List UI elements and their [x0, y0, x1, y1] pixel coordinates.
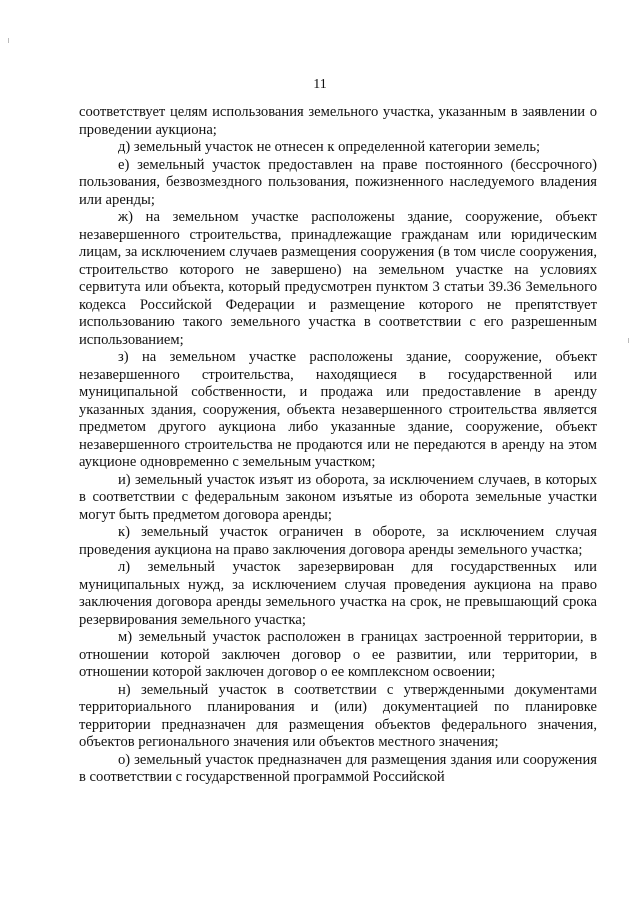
scan-margin-mark [628, 338, 629, 343]
paragraph-continuation: соответствует целям использования земельного участка, указанным в заявлении о проведении аукциона; [79, 104, 597, 138]
paragraph-item-i: и) земельный участок изъят из оборота, за исключением случаев, в которых в соответствии с федеральным законом изъятые из оборота земельные участки могут быть предметом договора аренды; [79, 471, 597, 523]
paragraph-item-zh: ж) на земельном участке расположены здание, сооружение, объект незавершенного строительства, принадлежащие гражданам или юридическим лицам, за исключением случаев размещения сооружения (в том числе сооружения, строительство которого не завершено) на земельном участке на условиях сервитута или объекта, который предусмотрен пунктом 3 статьи 39.36 Земельного кодекса Российской Федерации и размещение которого не препятствует использованию такого земельного участка в соответствии с его разрешенным использованием; [79, 209, 597, 348]
paragraph-item-z: з) на земельном участке расположены здание, сооружение, объект незавершенного строительства, находящиеся в государственной или муниципальной собственности, и продажа или предоставление в аренду указанных здания, сооружения, объекта незавершенного строительства является предметом другого аукциона либо указанные здание, сооружение, объект незавершенного строительства не продаются или не передаются в аренду на этом аукционе одновременно с земельным участком; [79, 349, 597, 470]
scan-margin-mark [8, 38, 9, 43]
document-text [79, 104, 597, 787]
paragraph-item-d: д) земельный участок не отнесен к определенной категории земель; [118, 139, 541, 155]
paragraph-item-o: о) земельный участок предназначен для размещения здания или сооружения в соответствии с государственной программой Российской [79, 751, 597, 785]
paragraph-item-n: н) земельный участок в соответствии с утвержденными документами территориального планирования и (или) документацией по планировке территории предназначен для размещения объектов федерального значения, объектов регионального значения или объектов местного значения; [79, 681, 597, 750]
paragraph-item-e: е) земельный участок предоставлен на праве постоянного (бессрочного) пользования, безвозмездного пользования, пожизненного наследуемого владения или аренды; [79, 156, 597, 208]
paragraph-item-l: л) земельный участок зарезервирован для государственных или муниципальных нужд, за исключением случая проведения аукциона на право заключения договора аренды земельного участка на срок, не превышающий срока резервирования земельного участка; [79, 559, 597, 628]
paragraph-item-m: м) земельный участок расположен в границах застроенной территории, в отношении которой заключен договор о ее развитии, или территории, в отношении которой заключен договор о ее комплексном освоении; [79, 629, 597, 680]
page-number: 11 [313, 77, 327, 92]
paragraph-item-k: к) земельный участок ограничен в обороте, за исключением случая проведения аукциона на право заключения договора аренды земельного участка; [79, 524, 597, 558]
